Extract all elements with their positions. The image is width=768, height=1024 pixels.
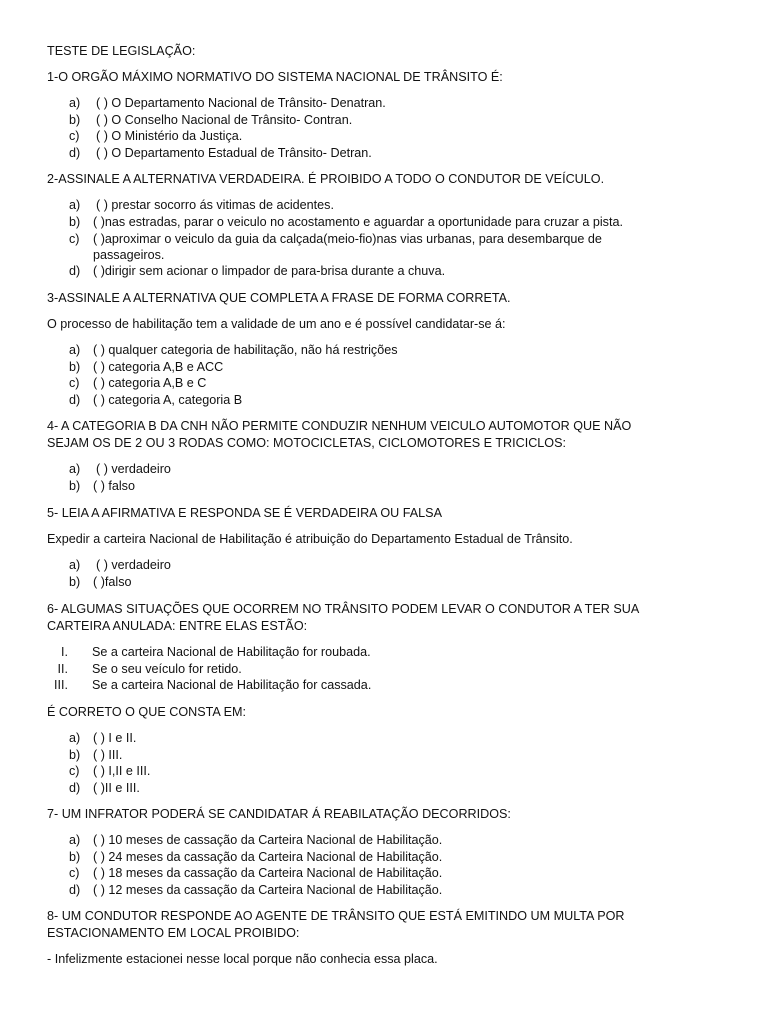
option-label: a) bbox=[69, 558, 81, 572]
question-6-line-2: CARTEIRA ANULADA: ENTRE ELAS ESTÃO: bbox=[47, 619, 308, 633]
option-label: b) bbox=[69, 112, 81, 127]
option-text: ( ) falso bbox=[93, 479, 135, 493]
question-8-line-2: ESTACIONAMENTO EM LOCAL PROIBIDO: bbox=[47, 926, 300, 940]
option-label: b) bbox=[69, 359, 81, 374]
item-text: Se a carteira Nacional de Habilitação for roubada. bbox=[92, 645, 371, 659]
item-numeral: I. bbox=[61, 645, 68, 659]
option-text: ( ) categoria A, categoria B bbox=[93, 392, 243, 407]
option-text: ( ) categoria A,B e C bbox=[93, 376, 207, 390]
question-2-text: 2-ASSINALE A ALTERNATIVA VERDADEIRA. É PROIBIDO A TODO O CONDUTOR DE VEÍCULO. bbox=[47, 172, 605, 186]
option-label: a) bbox=[69, 343, 81, 357]
page-title: TESTE DE LEGISLAÇÃO: bbox=[47, 44, 196, 58]
option-label: b) bbox=[69, 849, 81, 864]
item-numeral: III. bbox=[54, 678, 68, 692]
question-5-statement: Expedir a carteira Nacional de Habilitação é atribuição do Departamento Estadual de Trânsito. bbox=[47, 532, 573, 546]
option-text: ( )nas estradas, parar o veiculo no acostamento e aguardar a oportunidade para cruzar a pista. bbox=[93, 215, 623, 229]
question-3-text: 3-ASSINALE A ALTERNATIVA QUE COMPLETA A FRASE DE FORMA CORRETA. bbox=[47, 291, 511, 305]
option-label: a) bbox=[69, 833, 81, 847]
question-8-quote: - Infelizmente estacionei nesse local porque não conhecia essa placa. bbox=[47, 952, 438, 966]
option-label: a) bbox=[69, 198, 81, 212]
option-text: ( ) 24 meses da cassação da Carteira Nacional de Habilitação. bbox=[93, 849, 443, 864]
option-text: ( ) O Departamento Nacional de Trânsito- Denatran. bbox=[96, 96, 386, 110]
item-numeral: II. bbox=[57, 661, 68, 676]
question-7-text: 7- UM INFRATOR PODERÁ SE CANDIDATAR Á REABILATAÇÃO DECORRIDOS: bbox=[47, 807, 511, 821]
numbered-item bbox=[0, 677, 768, 694]
option-text: ( ) O Departamento Estadual de Trânsito- Detran. bbox=[96, 145, 372, 160]
question-6-line-1: 6- ALGUMAS SITUAÇÕES QUE OCORREM NO TRÂNSITO PODEM LEVAR O CONDUTOR A TER SUA bbox=[47, 602, 640, 616]
option-label: a) bbox=[69, 731, 81, 745]
option-label: c) bbox=[69, 129, 80, 143]
option-text: ( ) 12 meses da cassação da Carteira Nacional de Habilitação. bbox=[93, 882, 443, 897]
question-8-line-1: 8- UM CONDUTOR RESPONDE AO AGENTE DE TRÂNSITO QUE ESTÁ EMITINDO UM MULTA POR bbox=[47, 909, 625, 923]
option-label: b) bbox=[69, 479, 81, 493]
option-label: d) bbox=[69, 264, 81, 278]
option-text: ( ) III. bbox=[93, 747, 123, 762]
option-text: ( ) verdadeiro bbox=[96, 558, 171, 572]
question-6-prompt: É CORRETO O QUE CONSTA EM: bbox=[47, 705, 246, 719]
option-text: ( ) verdadeiro bbox=[96, 462, 171, 476]
option-text: ( )aproximar o veiculo da guia da calçada(meio-fio)nas vias urbanas, para desembarque de bbox=[93, 232, 602, 246]
numbered-item bbox=[0, 661, 768, 678]
option-label: c) bbox=[69, 866, 80, 880]
option-text: ( ) I,II e III. bbox=[93, 764, 151, 778]
option-label: c) bbox=[69, 764, 80, 778]
option-label: c) bbox=[69, 232, 80, 246]
option-text: ( )dirigir sem acionar o limpador de para-brisa durante a chuva. bbox=[93, 264, 446, 278]
numbered-item bbox=[0, 644, 768, 661]
option-label: b) bbox=[69, 575, 81, 589]
option-text: ( ) categoria A,B e ACC bbox=[93, 359, 224, 374]
item-text: Se o seu veículo for retido. bbox=[92, 661, 242, 676]
option-text: ( ) O Ministério da Justiça. bbox=[96, 129, 243, 143]
question-3-statement: O processo de habilitação tem a validade de um ano e é possível candidatar-se á: bbox=[47, 317, 506, 331]
option-label: c) bbox=[69, 376, 80, 390]
option-label: b) bbox=[69, 215, 81, 229]
option-text: ( ) O Conselho Nacional de Trânsito- Contran. bbox=[96, 112, 353, 127]
question-4-line-1: 4- A CATEGORIA B DA CNH NÃO PERMITE CONDUZIR NENHUM VEICULO AUTOMOTOR QUE NÃO bbox=[47, 419, 632, 433]
question-4-line-2: SEJAM OS DE 2 OU 3 RODAS COMO: MOTOCICLETAS, CICLOMOTORES E TRICICLOS: bbox=[47, 436, 566, 450]
option-text: ( ) I e II. bbox=[93, 731, 137, 745]
option-label: d) bbox=[69, 392, 81, 407]
question-5-text: 5- LEIA A AFIRMATIVA E RESPONDA SE É VERDADEIRA OU FALSA bbox=[47, 506, 442, 520]
option-text: ( )II e III. bbox=[93, 780, 140, 795]
item-text: Se a carteira Nacional de Habilitação for cassada. bbox=[92, 678, 372, 692]
question-1-text: 1-O ORGÃO MÁXIMO NORMATIVO DO SISTEMA NACIONAL DE TRÂNSITO É: bbox=[47, 70, 503, 84]
option-text: ( ) 18 meses da cassação da Carteira Nacional de Habilitação. bbox=[93, 866, 443, 880]
option-text: ( )falso bbox=[93, 575, 132, 589]
option-label: b) bbox=[69, 747, 81, 762]
option-label: d) bbox=[69, 882, 81, 897]
option-label: a) bbox=[69, 96, 81, 110]
option-text-continuation: passageiros. bbox=[93, 248, 165, 262]
option-label: a) bbox=[69, 462, 81, 476]
option-text: ( ) 10 meses de cassação da Carteira Nacional de Habilitação. bbox=[93, 833, 443, 847]
option-label: d) bbox=[69, 780, 81, 795]
option-label: d) bbox=[69, 145, 81, 160]
option-text: ( ) prestar socorro ás vitimas de acidentes. bbox=[96, 198, 334, 212]
option-text: ( ) qualquer categoria de habilitação, não há restrições bbox=[93, 343, 398, 357]
